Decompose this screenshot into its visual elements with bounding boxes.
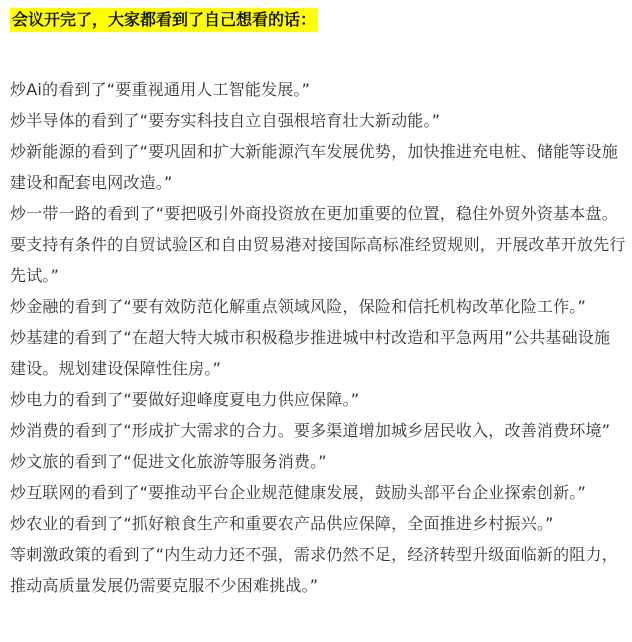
paragraph-new-energy: 炒新能源的看到了“要巩固和扩大新能源汽车发展优势，加快推进充电桩、储能等设施建设和配套电网改造。”	[10, 142, 618, 192]
paragraph-semiconductor: 炒半导体的看到了“要夯实科技自立自强根培育壮大新动能。”	[10, 111, 441, 130]
paragraph-consumption: 炒消费的看到了“形成扩大需求的合力。要多渠道增加城乡居民收入，改善消费环境”	[10, 421, 611, 440]
article-body	[10, 8, 626, 601]
paragraph-infrastructure: 炒基建的看到了“在超大特大城市积极稳步推进城中村改造和平急两用”公共基础设施建设。规划建设保障性住房。”	[10, 328, 611, 378]
paragraph-power: 炒电力的看到了“要做好迎峰度夏电力供应保障。”	[10, 390, 360, 409]
highlighted-headline: 会议开完了，大家都看到了自己想看的话：	[10, 8, 318, 32]
paragraph-culture-tourism: 炒文旅的看到了“促进文化旅游等服务消费。”	[10, 452, 327, 471]
paragraph-finance: 炒金融的看到了“要有效防范化解重点领域风险，保险和信托机构改革化险工作。”	[10, 297, 586, 316]
paragraph-belt-and-road: 炒一带一路的看到了“要把吸引外商投资放在更加重要的位置，稳住外贸外资基本盘。要支持有条件的自贸试验区和自由贸易港对接国际高标准经贸规则，开展改革开放先行先试。”	[10, 204, 626, 285]
blank-line	[10, 32, 626, 74]
paragraph-internet: 炒互联网的看到了“要推动平台企业规范健康发展，鼓励头部平台企业探索创新。”	[10, 483, 586, 502]
paragraph-stimulus: 等刺激政策的看到了“内生动力还不强，需求仍然不足，经济转型升级面临新的阻力，推动高质量发展仍需要克服不少困难挑战。”	[10, 545, 618, 595]
paragraph-agriculture: 炒农业的看到了“抓好粮食生产和重要农产品供应保障，全面推进乡村振兴。”	[10, 514, 554, 533]
paragraph-ai: 炒Ai的看到了“要重视通用人工智能发展。”	[10, 80, 311, 99]
